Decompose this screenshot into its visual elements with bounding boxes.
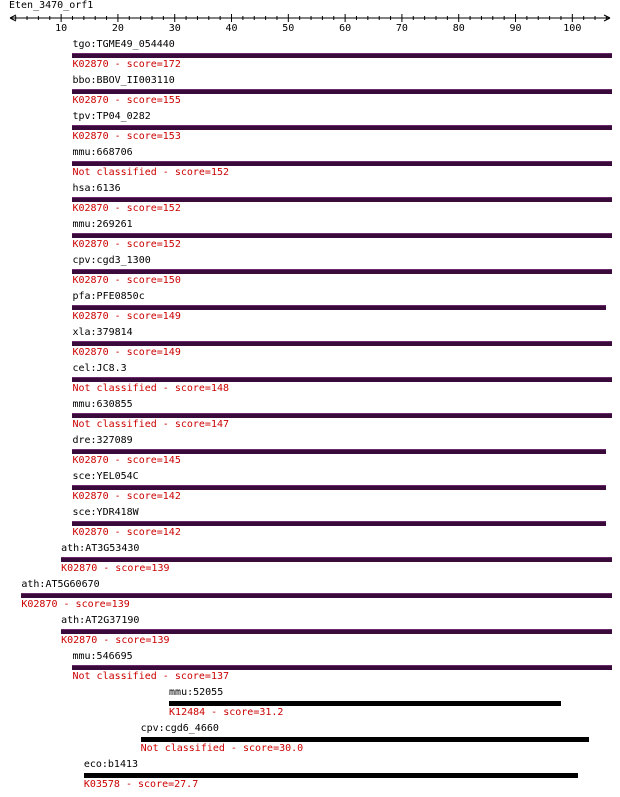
hit-gene-label[interactable]: mmu:668706	[72, 147, 133, 158]
hit-gene-label[interactable]: eco:b1413	[83, 759, 139, 770]
hit-alignment-bar[interactable]	[72, 125, 612, 130]
hit-annotation-link[interactable]: K02870 - score=139	[21, 599, 130, 610]
hit-annotation-link[interactable]: Not classified - score=30.0	[140, 743, 304, 754]
hit-annotation-link[interactable]: K02870 - score=149	[72, 347, 181, 358]
hit-alignment-bar[interactable]	[72, 89, 612, 94]
hit-gene-label[interactable]: cpv:cgd3_1300	[72, 255, 151, 266]
hit-gene-label[interactable]: bbo:BBOV_II003110	[72, 75, 175, 86]
tick-label: 60	[339, 23, 352, 34]
hit-alignment-bar[interactable]	[61, 557, 612, 562]
tick-label: 100	[563, 23, 582, 34]
hit-gene-label[interactable]: dre:327089	[72, 435, 133, 446]
hit-alignment-bar[interactable]	[72, 233, 612, 238]
hit-annotation-link[interactable]: K12484 - score=31.2	[169, 707, 284, 718]
hit-annotation-link[interactable]: K02870 - score=153	[72, 131, 181, 142]
hit-gene-label[interactable]: mmu:546695	[72, 651, 133, 662]
hit-annotation-link[interactable]: Not classified - score=147	[72, 419, 230, 430]
hit-alignment-bar[interactable]	[72, 197, 612, 202]
hit-annotation-link[interactable]: K02870 - score=149	[72, 311, 181, 322]
hit-gene-label[interactable]: cpv:cgd6_4660	[140, 723, 219, 734]
tick-label: 70	[395, 23, 408, 34]
tick-label: 20	[111, 23, 124, 34]
hit-annotation-link[interactable]: K02870 - score=152	[72, 203, 181, 214]
hit-gene-label[interactable]: hsa:6136	[72, 183, 121, 194]
hit-gene-label[interactable]: ath:AT3G53430	[61, 543, 140, 554]
hit-annotation-link[interactable]: K02870 - score=139	[61, 635, 170, 646]
hit-annotation-link[interactable]: K02870 - score=145	[72, 455, 181, 466]
hit-alignment-bar[interactable]	[169, 701, 561, 706]
hit-gene-label[interactable]: cel:JC8.3	[72, 363, 127, 374]
hit-gene-label[interactable]: ath:AT2G37190	[61, 615, 140, 626]
hit-annotation-link[interactable]: Not classified - score=152	[72, 167, 230, 178]
hit-alignment-bar[interactable]	[72, 449, 606, 454]
hit-gene-label[interactable]: mmu:52055	[169, 687, 224, 698]
tick-label: 40	[225, 23, 238, 34]
hit-annotation-link[interactable]: Not classified - score=137	[72, 671, 230, 682]
hit-gene-label[interactable]: sce:YEL054C	[72, 471, 139, 482]
hit-gene-label[interactable]: tgo:TGME49_054440	[72, 39, 175, 50]
hit-annotation-link[interactable]: K02870 - score=150	[72, 275, 181, 286]
tick-label: 80	[452, 23, 465, 34]
tick-label: 50	[282, 23, 295, 34]
hit-annotation-link[interactable]: Not classified - score=148	[72, 383, 230, 394]
hit-gene-label[interactable]: xla:379814	[72, 327, 133, 338]
hit-alignment-bar[interactable]	[72, 53, 612, 58]
tick-label: 30	[168, 23, 181, 34]
hit-gene-label[interactable]: pfa:PFE0850c	[72, 291, 145, 302]
hit-alignment-bar[interactable]	[141, 737, 590, 742]
hit-alignment-bar[interactable]	[72, 341, 612, 346]
hit-annotation-link[interactable]: K02870 - score=155	[72, 95, 181, 106]
sequence-ruler	[0, 0, 620, 34]
hit-gene-label[interactable]: mmu:269261	[72, 219, 133, 230]
hit-gene-label[interactable]: mmu:630855	[72, 399, 133, 410]
hit-alignment-bar[interactable]	[72, 485, 606, 490]
hit-alignment-bar[interactable]	[84, 773, 578, 778]
hit-alignment-bar[interactable]	[72, 161, 612, 166]
tick-label: 10	[55, 23, 68, 34]
hit-annotation-link[interactable]: K02870 - score=142	[72, 527, 181, 538]
hit-alignment-bar[interactable]	[72, 665, 612, 670]
hit-gene-label[interactable]: ath:AT5G60670	[21, 579, 100, 590]
tick-label: 90	[509, 23, 522, 34]
query-name: Eten_3470_orf1	[9, 0, 94, 11]
hit-alignment-bar[interactable]	[72, 269, 612, 274]
hit-gene-label[interactable]: sce:YDR418W	[72, 507, 139, 518]
hit-annotation-link[interactable]: K03578 - score=27.7	[83, 779, 199, 790]
hit-annotation-link[interactable]: K02870 - score=172	[72, 59, 181, 70]
hit-annotation-link[interactable]: K02870 - score=152	[72, 239, 181, 250]
hit-alignment-bar[interactable]	[21, 593, 612, 598]
hit-annotation-link[interactable]: K02870 - score=142	[72, 491, 181, 502]
hit-annotation-link[interactable]: K02870 - score=139	[61, 563, 170, 574]
hit-gene-label[interactable]: tpv:TP04_0282	[72, 111, 151, 122]
hit-alignment-bar[interactable]	[72, 305, 606, 310]
hit-alignment-bar[interactable]	[61, 629, 612, 634]
hit-alignment-bar[interactable]	[72, 377, 612, 382]
hit-alignment-bar[interactable]	[72, 521, 606, 526]
hit-alignment-bar[interactable]	[72, 413, 612, 418]
